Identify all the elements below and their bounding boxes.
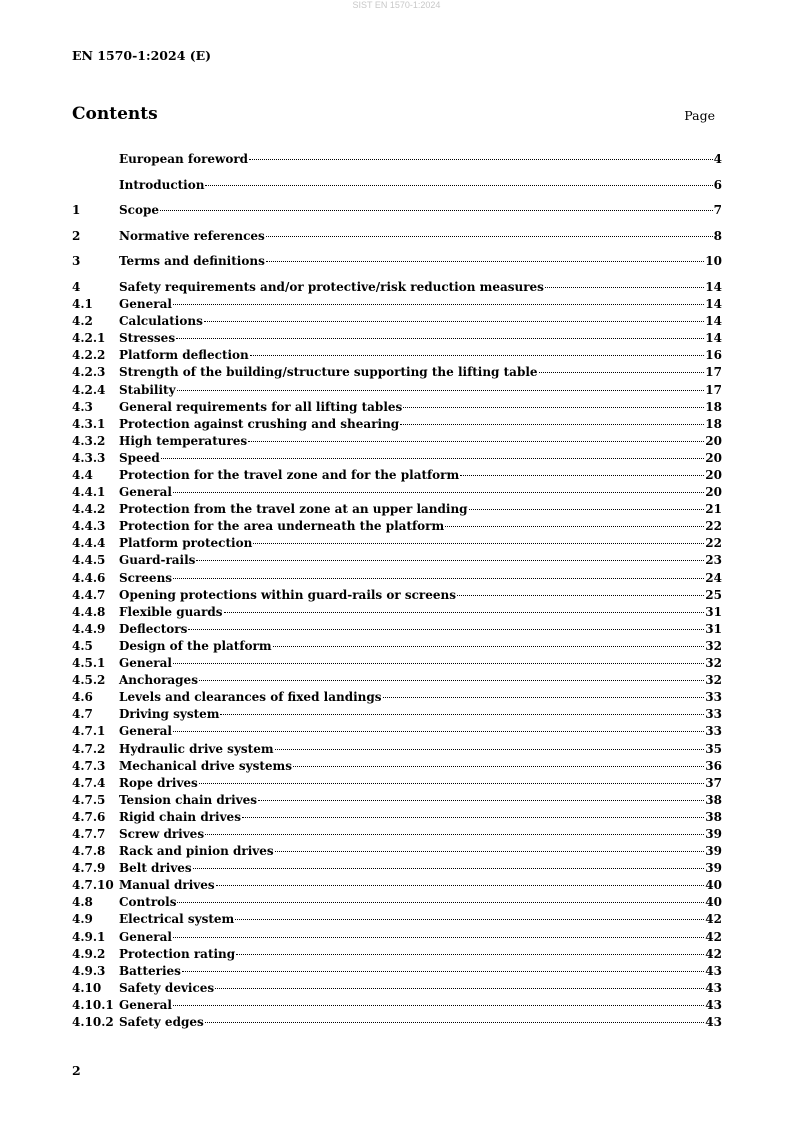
toc-dot-leader: [266, 261, 704, 262]
toc-entry-number: 4.9.3: [72, 963, 106, 978]
toc-entry[interactable]: [72, 382, 722, 399]
toc-entry-page: 23: [705, 553, 722, 568]
toc-entry-number: 4.3: [72, 399, 93, 414]
toc-entry-number: 4.2.3: [72, 365, 106, 380]
toc-entry[interactable]: [72, 587, 722, 604]
toc-entry-title: Screens: [119, 570, 173, 585]
toc-entry-title: General: [119, 485, 172, 500]
toc-entry[interactable]: [72, 313, 722, 330]
toc-entry-page: 14: [705, 331, 722, 346]
toc-entry-number: 4.4.8: [72, 604, 106, 619]
toc-entry[interactable]: [72, 484, 722, 501]
toc-entry-number: 4.2.1: [72, 331, 106, 346]
toc-entry-page: 4: [713, 152, 722, 166]
toc-entry[interactable]: [72, 775, 722, 792]
toc-dot-leader: [236, 954, 704, 955]
toc-entry[interactable]: [72, 621, 722, 638]
toc-entry-title: Deflectors: [119, 621, 188, 636]
toc-entry-page: 16: [705, 348, 722, 363]
toc-entry-title: Protection for the area underneath the platform: [119, 519, 445, 534]
toc-entry-number: 4.7.10: [72, 878, 114, 893]
toc-entry-title: General: [119, 997, 172, 1012]
toc-entry-number: 4.4.3: [72, 519, 106, 534]
toc-entry-page: 38: [705, 809, 722, 824]
toc-entry-number: 2: [72, 228, 81, 243]
toc-entry-number: 4.7.3: [72, 758, 106, 773]
toc-entry-number: 4.6: [72, 690, 93, 705]
toc-entry-number: 4.7.1: [72, 724, 106, 739]
toc-entry[interactable]: [72, 1014, 722, 1031]
toc-entry-title: Protection against crushing and shearing: [119, 416, 400, 431]
toc-dot-leader: [199, 680, 704, 681]
toc-entry-number: 4.7.8: [72, 844, 106, 859]
toc-entry-number: 3: [72, 254, 81, 269]
toc-entry-page: 42: [705, 912, 722, 927]
toc-dot-leader: [173, 731, 704, 732]
toc-entry-number: 4.10.2: [72, 1015, 114, 1029]
toc-entry-number: 4.7.2: [72, 741, 106, 756]
toc-entry-page: 21: [705, 502, 722, 517]
toc-entry-number: 4.7.9: [72, 861, 106, 876]
toc-entry-page: 32: [705, 638, 722, 653]
toc-entry-number: 4.9.1: [72, 929, 106, 944]
toc-entry[interactable]: [72, 433, 722, 450]
toc-entry[interactable]: [72, 399, 722, 416]
toc-dot-leader: [205, 185, 712, 186]
toc-entry[interactable]: [72, 980, 722, 997]
toc-entry-page: 40: [705, 878, 722, 893]
toc-dot-leader: [275, 851, 705, 852]
toc-entry[interactable]: [72, 535, 722, 552]
toc-entry[interactable]: [72, 604, 722, 621]
toc-entry-number: 4.10.1: [72, 997, 114, 1012]
toc-entry-title: Calculations: [119, 314, 203, 329]
toc-entry-title: Platform deflection: [119, 348, 249, 363]
toc-entry[interactable]: [72, 253, 722, 270]
toc-dot-leader: [173, 578, 704, 579]
toc-entry-number: 4.7: [72, 707, 93, 722]
toc-entry-title: Anchorages: [119, 673, 198, 688]
toc-entry[interactable]: [72, 758, 722, 775]
toc-entry-page: 24: [705, 570, 722, 585]
toc-entry-title: Driving system: [119, 707, 220, 722]
toc-entry-title: Batteries: [119, 963, 181, 978]
toc-dot-leader: [160, 210, 713, 211]
toc-dot-leader: [199, 783, 704, 784]
toc-entry-title: Opening protections within guard-rails or screens: [119, 587, 457, 602]
toc-dot-leader: [173, 663, 704, 664]
toc-entry[interactable]: [72, 963, 722, 980]
toc-entry-number: 4.3.3: [72, 450, 106, 465]
toc-entry[interactable]: [72, 638, 722, 655]
toc-entry-page: 20: [705, 485, 722, 500]
toc-entry-number: 4.2.4: [72, 382, 106, 397]
toc-dot-leader: [242, 817, 704, 818]
toc-entry[interactable]: [72, 151, 722, 168]
toc-entry[interactable]: [72, 911, 722, 928]
toc-entry-number: 4.5: [72, 638, 93, 653]
toc-dot-leader: [224, 612, 705, 613]
toc-entry-title: Protection rating: [119, 946, 236, 961]
toc-dot-leader: [248, 441, 704, 442]
toc-entry-number: 4.7.5: [72, 792, 106, 807]
toc-entry-number: 4.10: [72, 980, 102, 995]
toc-dot-leader: [460, 475, 704, 476]
toc-entry[interactable]: [72, 997, 722, 1014]
toc-entry-title: Safety requirements and/or protective/risk reduction measures: [119, 279, 544, 294]
toc-entry-page: 38: [705, 792, 722, 807]
toc-entry-page: 39: [705, 844, 722, 859]
toc-entry-page: 43: [705, 980, 722, 995]
toc-entry-page: 8: [713, 228, 722, 243]
toc-entry-title: General: [119, 929, 172, 944]
toc-entry-page: 40: [705, 895, 722, 910]
toc-dot-leader: [400, 424, 704, 425]
toc-entry-title: General: [119, 297, 172, 312]
toc-entry-page: 32: [705, 673, 722, 688]
toc-entry-page: 14: [705, 297, 722, 312]
toc-entry-number: 4.5.1: [72, 656, 106, 671]
toc-dot-leader: [383, 697, 705, 698]
toc-dot-leader: [293, 766, 704, 767]
toc-entry-number: 4.4.1: [72, 485, 106, 500]
toc-entry-number: 4.3.2: [72, 433, 106, 448]
toc-entry[interactable]: [72, 723, 722, 740]
toc-entry[interactable]: [72, 364, 722, 381]
toc-entry-page: 33: [705, 724, 722, 739]
toc-entry-page: 17: [705, 365, 722, 380]
toc-entry-number: 4.8: [72, 895, 93, 910]
page-column-label: Page: [684, 108, 715, 123]
toc-entry-title: Electrical system: [119, 912, 235, 927]
toc-entry-page: 33: [705, 690, 722, 705]
toc-entry-title: Safety devices: [119, 980, 215, 995]
toc-entry-title: Mechanical drive systems: [119, 758, 292, 773]
toc-entry[interactable]: [72, 202, 722, 219]
toc-dot-leader: [253, 543, 704, 544]
toc-entry[interactable]: [72, 228, 722, 245]
toc-entry[interactable]: [72, 279, 722, 296]
toc-entry-number: 4.2.2: [72, 348, 106, 363]
toc-entry-title: General: [119, 656, 172, 671]
toc-entry-page: 18: [705, 399, 722, 414]
toc-entry-number: 4.9: [72, 912, 93, 927]
toc-entry-page: 17: [705, 382, 722, 397]
toc-dot-leader: [177, 390, 705, 391]
toc-entry-title: Rack and pinion drives: [119, 844, 274, 859]
document-id: EN 1570-1:2024 (E): [72, 48, 212, 63]
toc-entry-title: Stresses: [119, 331, 176, 346]
toc-dot-leader: [193, 868, 705, 869]
toc-entry-page: 39: [705, 861, 722, 876]
toc-entry-title: Tension chain drives: [119, 792, 258, 807]
toc-dot-leader: [182, 971, 704, 972]
toc-entry[interactable]: [72, 450, 722, 467]
toc-entry-title: General: [119, 724, 172, 739]
toc-entry-number: 4.4.5: [72, 553, 106, 568]
toc-dot-leader: [220, 714, 704, 715]
toc-entry[interactable]: [72, 330, 722, 347]
toc-entry-number: 4.4.2: [72, 502, 106, 517]
toc-dot-leader: [173, 1005, 704, 1006]
toc-dot-leader: [173, 937, 704, 938]
toc-entry-page: 14: [705, 314, 722, 329]
toc-entry-title: Hydraulic drive system: [119, 741, 274, 756]
toc-dot-leader: [445, 526, 704, 527]
toc-entry[interactable]: [72, 296, 722, 313]
watermark: SIST EN 1570-1:2024: [352, 0, 441, 10]
toc-entry-number: 4.4.7: [72, 587, 106, 602]
toc-entry-number: 4.4: [72, 468, 93, 482]
toc-entry-page: 14: [705, 279, 722, 294]
toc-entry-title: European foreword: [119, 152, 249, 166]
toc-entry-page: 22: [705, 536, 722, 551]
toc-entry-page: 7: [713, 203, 722, 218]
toc-dot-leader: [173, 492, 704, 493]
toc-dot-leader: [177, 902, 704, 903]
toc-entry[interactable]: [72, 826, 722, 843]
toc-entry-page: 37: [705, 775, 722, 790]
toc-entry-title: Introduction: [119, 177, 205, 192]
toc-entry[interactable]: [72, 655, 722, 672]
toc-entry[interactable]: [72, 809, 722, 826]
toc-entry[interactable]: [72, 792, 722, 809]
toc-entry[interactable]: [72, 877, 722, 894]
toc-entry-number: 4.9.2: [72, 946, 106, 961]
toc-entry-title: Design of the platform: [119, 638, 272, 653]
toc-entry-page: 20: [705, 468, 722, 482]
toc-entry-title: Rope drives: [119, 775, 198, 790]
toc-entry-title: Speed: [119, 450, 160, 465]
toc-entry-page: 43: [705, 963, 722, 978]
toc-entry-title: Platform protection: [119, 536, 253, 551]
toc-entry-title: Manual drives: [119, 878, 215, 893]
toc-entry-number: 4.4.4: [72, 536, 106, 551]
toc-entry-page: 31: [705, 621, 722, 636]
toc-entry-page: 43: [705, 997, 722, 1012]
toc-entry-title: Protection from the travel zone at an upper landing: [119, 502, 468, 517]
toc-entry-page: 18: [705, 416, 722, 431]
toc-entry-number: 4.4.6: [72, 570, 106, 585]
toc-entry[interactable]: [72, 570, 722, 587]
toc-entry[interactable]: [72, 177, 722, 194]
toc-entry-number: 1: [72, 203, 81, 218]
toc-entry[interactable]: [72, 689, 722, 706]
toc-entry-number: 4.2: [72, 314, 93, 329]
toc-dot-leader: [249, 159, 713, 160]
toc-dot-leader: [273, 646, 705, 647]
table-of-contents: [72, 151, 722, 1031]
toc-entry[interactable]: [72, 416, 722, 433]
toc-dot-leader: [205, 1022, 705, 1023]
toc-entry-title: Protection for the travel zone and for the platform: [119, 468, 460, 482]
toc-entry[interactable]: [72, 467, 722, 484]
toc-dot-leader: [173, 304, 704, 305]
toc-entry[interactable]: [72, 501, 722, 518]
toc-entry-page: 33: [705, 707, 722, 722]
toc-dot-leader: [196, 560, 704, 561]
toc-entry-page: 43: [705, 1015, 722, 1029]
toc-dot-leader: [275, 749, 705, 750]
toc-entry[interactable]: [72, 552, 722, 569]
toc-entry[interactable]: [72, 518, 722, 535]
toc-entry[interactable]: [72, 894, 722, 911]
toc-dot-leader: [266, 236, 713, 237]
toc-dot-leader: [205, 834, 704, 835]
toc-entry-page: 6: [713, 177, 722, 192]
toc-dot-leader: [161, 458, 705, 459]
toc-entry-page: 25: [705, 587, 722, 602]
toc-entry[interactable]: [72, 741, 722, 758]
toc-entry-number: 4.7.4: [72, 775, 106, 790]
toc-entry[interactable]: [72, 347, 722, 364]
toc-entry-page: 22: [705, 519, 722, 534]
toc-entry-page: 42: [705, 929, 722, 944]
toc-dot-leader: [258, 800, 704, 801]
toc-entry-title: Levels and clearances of fixed landings: [119, 690, 382, 705]
toc-entry-page: 20: [705, 450, 722, 465]
toc-entry[interactable]: [72, 860, 722, 877]
toc-entry-title: Stability: [119, 382, 176, 397]
toc-entry-page: 42: [705, 946, 722, 961]
toc-dot-leader: [539, 372, 705, 373]
toc-entry-number: 4.7.7: [72, 826, 106, 841]
toc-entry-title: Terms and definitions: [119, 254, 265, 269]
toc-dot-leader: [250, 355, 705, 356]
toc-entry[interactable]: [72, 672, 722, 689]
toc-dot-leader: [176, 338, 704, 339]
toc-entry-title: Belt drives: [119, 861, 192, 876]
toc-dot-leader: [235, 919, 704, 920]
toc-entry-title: Normative references: [119, 228, 265, 243]
toc-dot-leader: [215, 988, 704, 989]
contents-title: Contents: [72, 104, 158, 124]
toc-entry-title: High temperatures: [119, 433, 248, 448]
footer-page-number: 2: [72, 1063, 81, 1078]
toc-entry-number: 4.4.9: [72, 621, 106, 636]
toc-entry-title: Rigid chain drives: [119, 809, 241, 824]
toc-dot-leader: [457, 595, 704, 596]
toc-entry-page: 20: [705, 433, 722, 448]
toc-entry-title: Strength of the building/structure supporting the lifting table: [119, 365, 538, 380]
toc-entry-page: 32: [705, 656, 722, 671]
toc-dot-leader: [545, 287, 704, 288]
toc-dot-leader: [204, 321, 704, 322]
toc-dot-leader: [403, 407, 704, 408]
toc-entry-title: Scope: [119, 203, 160, 218]
toc-dot-leader: [469, 509, 705, 510]
toc-entry-number: 4.5.2: [72, 673, 106, 688]
toc-entry-number: 4.7.6: [72, 809, 106, 824]
toc-entry-number: 4.3.1: [72, 416, 106, 431]
toc-entry-title: General requirements for all lifting tables: [119, 399, 403, 414]
toc-entry[interactable]: [72, 843, 722, 860]
toc-entry-page: 39: [705, 826, 722, 841]
toc-entry-number: 4: [72, 279, 81, 294]
toc-dot-leader: [216, 885, 705, 886]
toc-entry-title: Screw drives: [119, 826, 205, 841]
toc-entry[interactable]: [72, 946, 722, 963]
toc-entry[interactable]: [72, 706, 722, 723]
toc-entry-number: 4.1: [72, 297, 93, 312]
toc-entry-page: 35: [705, 741, 722, 756]
toc-entry-title: Controls: [119, 895, 177, 910]
toc-dot-leader: [188, 629, 704, 630]
toc-entry-title: Safety edges: [119, 1015, 204, 1029]
toc-entry-title: Guard-rails: [119, 553, 196, 568]
toc-entry[interactable]: [72, 929, 722, 946]
toc-entry-page: 10: [705, 254, 722, 269]
toc-entry-page: 31: [705, 604, 722, 619]
toc-entry-title: Flexible guards: [119, 604, 223, 619]
toc-entry-page: 36: [705, 758, 722, 773]
